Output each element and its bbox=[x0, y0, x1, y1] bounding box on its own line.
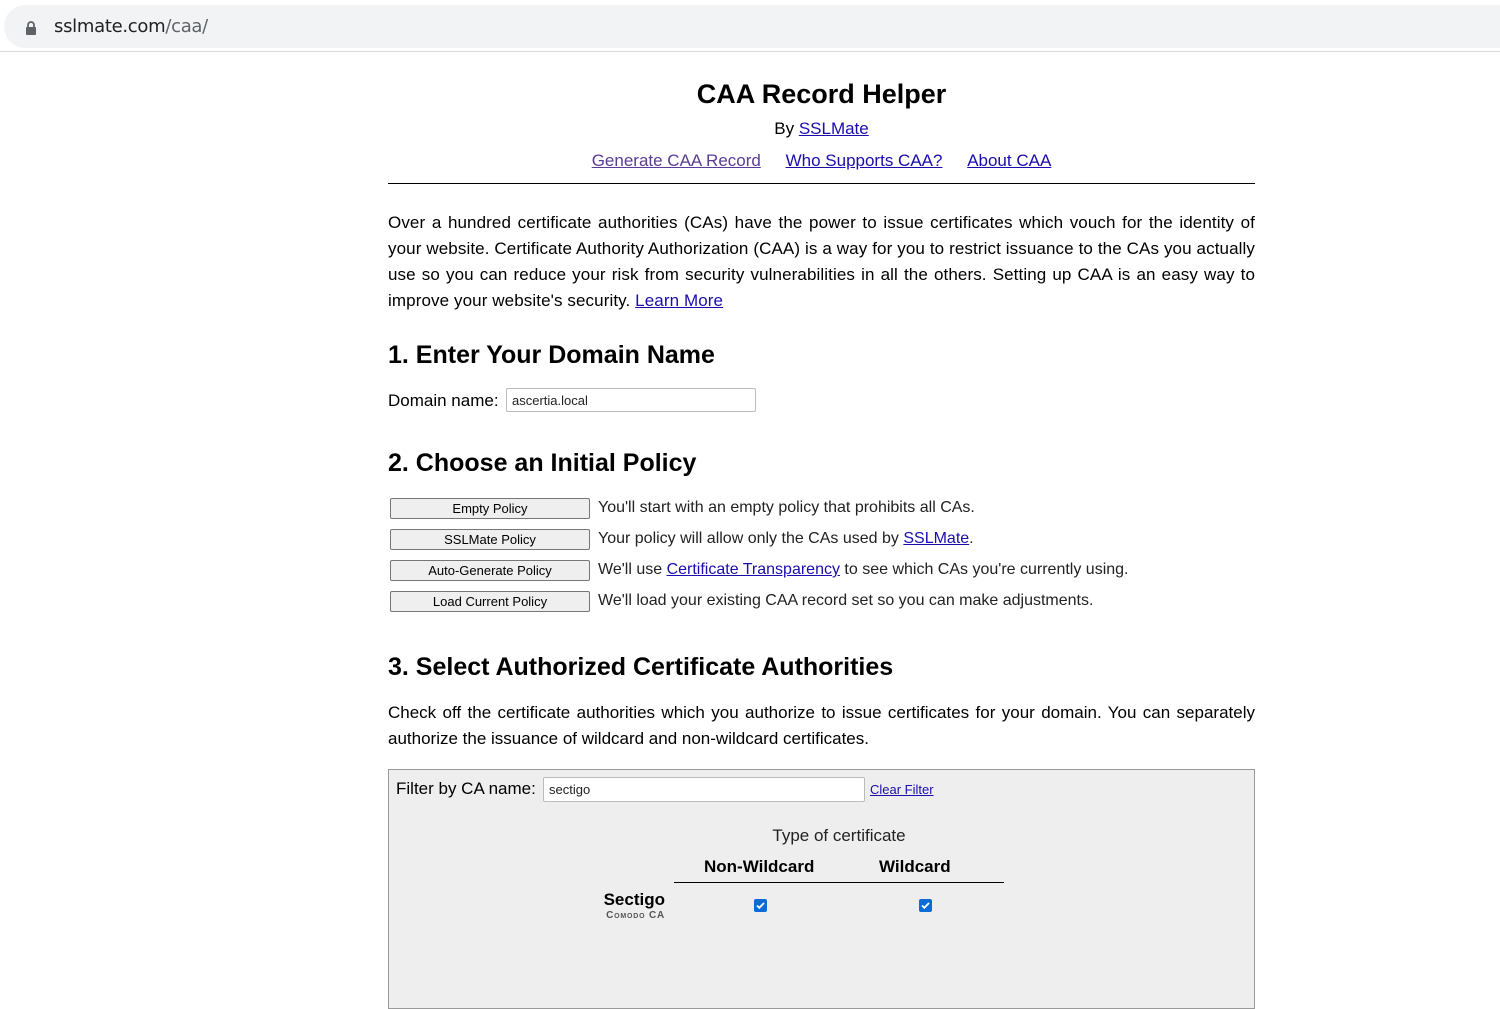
non-wildcard-column-header: Non-Wildcard bbox=[704, 857, 815, 876]
policy-desc bbox=[598, 529, 974, 549]
policy-desc bbox=[598, 560, 1128, 580]
byline-prefix: By bbox=[774, 119, 795, 138]
policy-desc: You'll start with an empty policy that prohibits all CAs. bbox=[598, 499, 975, 516]
policy-desc-post: . bbox=[969, 530, 974, 547]
nav-who-supports-caa[interactable]: Who Supports CAA? bbox=[785, 151, 943, 170]
browser-address-bar bbox=[0, 0, 1500, 52]
policy-desc: We'll load your existing CAA record set so you can make adjustments. bbox=[598, 592, 1094, 609]
checkmark-icon bbox=[755, 900, 766, 911]
policy-desc-pre: We'll use bbox=[598, 561, 667, 578]
intro-text: Over a hundred certificate authorities (CAs) have the power to issue certificates which vouch for the identity of your website. Certificate Authority Authorization (CAA) is a way for you to restrict issuance to the CAs you actually use so you can reduce your risk from security vulnerabilities in all the others. Setting up CAA is an easy way to improve your website's security. bbox=[388, 213, 1255, 310]
nav-generate-caa-record[interactable]: Generate CAA Record bbox=[591, 151, 761, 170]
nav-about-caa[interactable]: About CAA bbox=[967, 151, 1052, 170]
step1-heading: 1. Enter Your Domain Name bbox=[388, 341, 715, 369]
ca-name: Sectigo bbox=[603, 890, 665, 909]
omnibox[interactable] bbox=[4, 5, 1500, 48]
step2-heading: 2. Choose an Initial Policy bbox=[388, 449, 697, 477]
wildcard-column-header: Wildcard bbox=[879, 857, 951, 876]
url-host: sslmate.com bbox=[54, 16, 166, 37]
clear-filter-link[interactable]: Clear Filter bbox=[870, 782, 934, 797]
learn-more-link[interactable]: Learn More bbox=[635, 291, 724, 310]
top-nav bbox=[388, 151, 1255, 171]
intro-paragraph bbox=[388, 210, 1255, 314]
sectigo-non-wildcard-checkbox[interactable] bbox=[754, 899, 767, 912]
ca-alias: Comodo CA bbox=[606, 910, 665, 921]
filter-label: Filter by CA name: bbox=[396, 779, 536, 798]
byline bbox=[388, 119, 1255, 139]
checkmark-icon bbox=[920, 900, 931, 911]
lock-icon bbox=[24, 20, 38, 36]
header-divider bbox=[388, 183, 1255, 184]
url-path: /caa/ bbox=[165, 16, 208, 37]
ca-filter-input[interactable] bbox=[543, 777, 865, 802]
empty-policy-button[interactable]: Empty Policy bbox=[390, 498, 590, 519]
step3-description: Check off the certificate authorities which you authorize to issue certificates for your domain. You can separately authorize the issuance of wildcard and non-wildcard certificates. bbox=[388, 703, 1255, 748]
url-text[interactable] bbox=[54, 16, 208, 38]
domain-label: Domain name: bbox=[388, 391, 499, 410]
page-title: CAA Record Helper bbox=[696, 79, 947, 109]
type-of-certificate-heading: Type of certificate bbox=[772, 826, 906, 845]
load-current-policy-button[interactable]: Load Current Policy bbox=[390, 591, 590, 612]
certificate-transparency-link[interactable]: Certificate Transparency bbox=[666, 561, 840, 578]
sslmate-link[interactable]: SSLMate bbox=[798, 119, 869, 138]
ca-selection-panel bbox=[388, 769, 1255, 1009]
sectigo-wildcard-checkbox[interactable] bbox=[919, 899, 932, 912]
column-header-divider bbox=[674, 882, 1004, 883]
auto-generate-policy-button[interactable]: Auto-Generate Policy bbox=[390, 560, 590, 581]
sslmate-policy-button[interactable]: SSLMate Policy bbox=[390, 529, 590, 550]
policy-desc-post: to see which CAs you're currently using. bbox=[839, 561, 1129, 578]
domain-name-input[interactable] bbox=[506, 388, 756, 412]
step3-heading: 3. Select Authorized Certificate Authorities bbox=[388, 653, 894, 681]
sslmate-policy-link[interactable]: SSLMate bbox=[903, 530, 970, 547]
policy-desc-pre: Your policy will allow only the CAs used by bbox=[598, 530, 904, 547]
